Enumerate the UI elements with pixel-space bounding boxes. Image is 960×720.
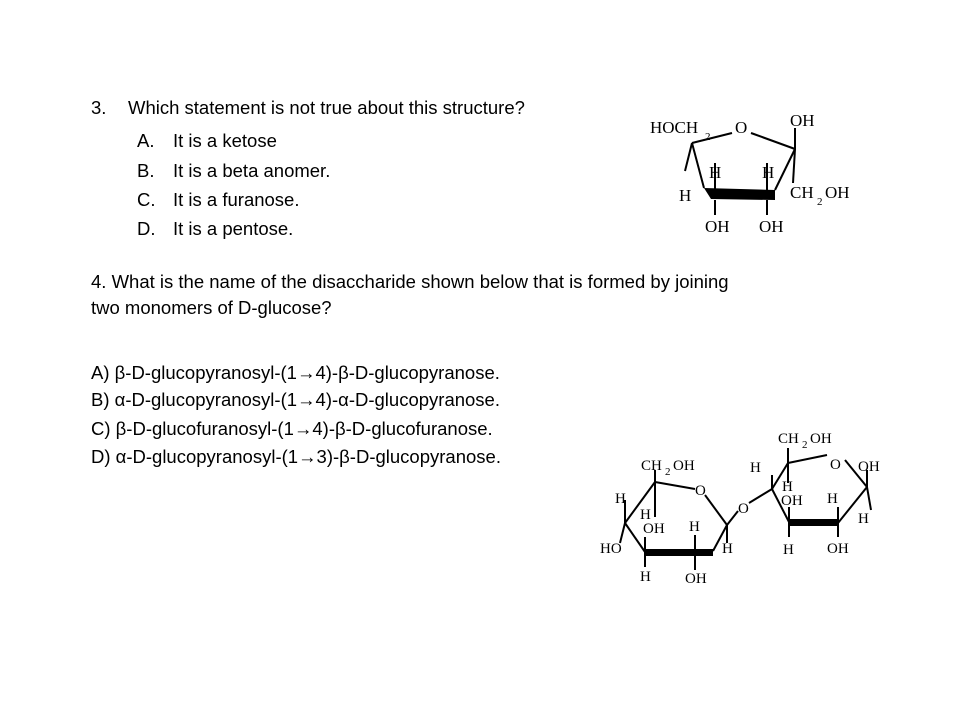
- left-oh-3: OH: [643, 521, 665, 537]
- right-ch-sub: 2: [802, 439, 808, 451]
- left-ch-sub: 2: [665, 466, 671, 478]
- q3-option-a-text: It is a ketose: [173, 130, 277, 151]
- right-h-1: H: [750, 460, 761, 476]
- question-3-number: 3.: [91, 97, 107, 118]
- question-4: [91, 269, 729, 321]
- left-ch-label: CH: [641, 458, 662, 474]
- q4-answer-b: B) α-D-glucopyranosyl-(1→4)-α-D-glucopyranose.: [91, 389, 500, 410]
- left-ch-oh: OH: [673, 458, 695, 474]
- left-h-4: H: [689, 519, 700, 535]
- q3-option-b-letter: B.: [137, 160, 155, 181]
- q3-option-b-text: It is a beta anomer.: [173, 160, 331, 181]
- q3-option-d-text: It is a pentose.: [173, 218, 294, 239]
- q4-answer-d: D) α-D-glucopyranosyl-(1→3)-β-D-glucopyranose.: [91, 446, 501, 467]
- right-oh-3: OH: [781, 493, 803, 509]
- left-h-6: H: [640, 569, 651, 585]
- left-ho: HO: [600, 541, 622, 557]
- q3-option-c-text: It is a furanose.: [173, 189, 300, 210]
- furanose-h-1: H: [709, 163, 722, 182]
- question-3-text: Which statement is not true about this structure?: [128, 97, 525, 118]
- q3-option-c: [137, 187, 299, 212]
- glycosidic-o: O: [738, 501, 749, 517]
- left-h-2: H: [640, 507, 651, 523]
- furanose-oh-bottom-1: OH: [705, 217, 730, 236]
- furanose-structure: [645, 105, 860, 240]
- right-oh-right: OH: [858, 459, 880, 475]
- right-h-6: H: [783, 542, 794, 558]
- left-oh-bottom: OH: [685, 571, 707, 587]
- question-4-line-2: two monomers of D-glucose?: [91, 297, 332, 318]
- q3-option-d-letter: D.: [137, 218, 156, 239]
- furanose-ch-oh: OH: [825, 183, 850, 202]
- furanose-h-3: H: [679, 186, 692, 205]
- q3-option-d: [137, 216, 293, 241]
- q4-answer-c: C) β-D-glucofuranosyl-(1→4)-β-D-glucofuranose.: [91, 418, 493, 439]
- q4-answer-a: A) β-D-glucopyranosyl-(1→4)-β-D-glucopyranose.: [91, 362, 500, 383]
- right-ch-oh: OH: [810, 431, 832, 447]
- q3-option-c-letter: C.: [137, 189, 156, 210]
- right-ch-label: CH: [778, 431, 799, 447]
- furanose-ch-label: CH: [790, 183, 814, 202]
- furanose-ring-o: O: [735, 118, 748, 137]
- right-h-4: H: [827, 491, 838, 507]
- furanose-ch-sub: 2: [817, 196, 823, 208]
- furanose-oh-top: OH: [790, 111, 815, 130]
- furanose-oh-bottom-2: OH: [759, 217, 784, 236]
- furanose-hoch-sub: 2: [705, 131, 711, 143]
- question-4-line-1: 4. What is the name of the disaccharide shown below that is formed by joining: [91, 271, 729, 292]
- furanose-hoch-label: HOCH: [650, 118, 699, 137]
- q3-option-b: [137, 158, 330, 183]
- right-h-2: H: [782, 479, 793, 495]
- left-h-1: H: [615, 491, 626, 507]
- furanose-h-2: H: [762, 163, 775, 182]
- q3-option-a-letter: A.: [137, 130, 155, 151]
- left-h-5: H: [722, 541, 733, 557]
- disaccharide-structure: [595, 425, 895, 590]
- question-3: [91, 95, 525, 120]
- left-ring-o: O: [695, 483, 706, 499]
- right-ring-o: O: [830, 457, 841, 473]
- right-h-5: H: [858, 511, 869, 527]
- q3-option-a: [137, 128, 277, 153]
- right-oh-bottom: OH: [827, 541, 849, 557]
